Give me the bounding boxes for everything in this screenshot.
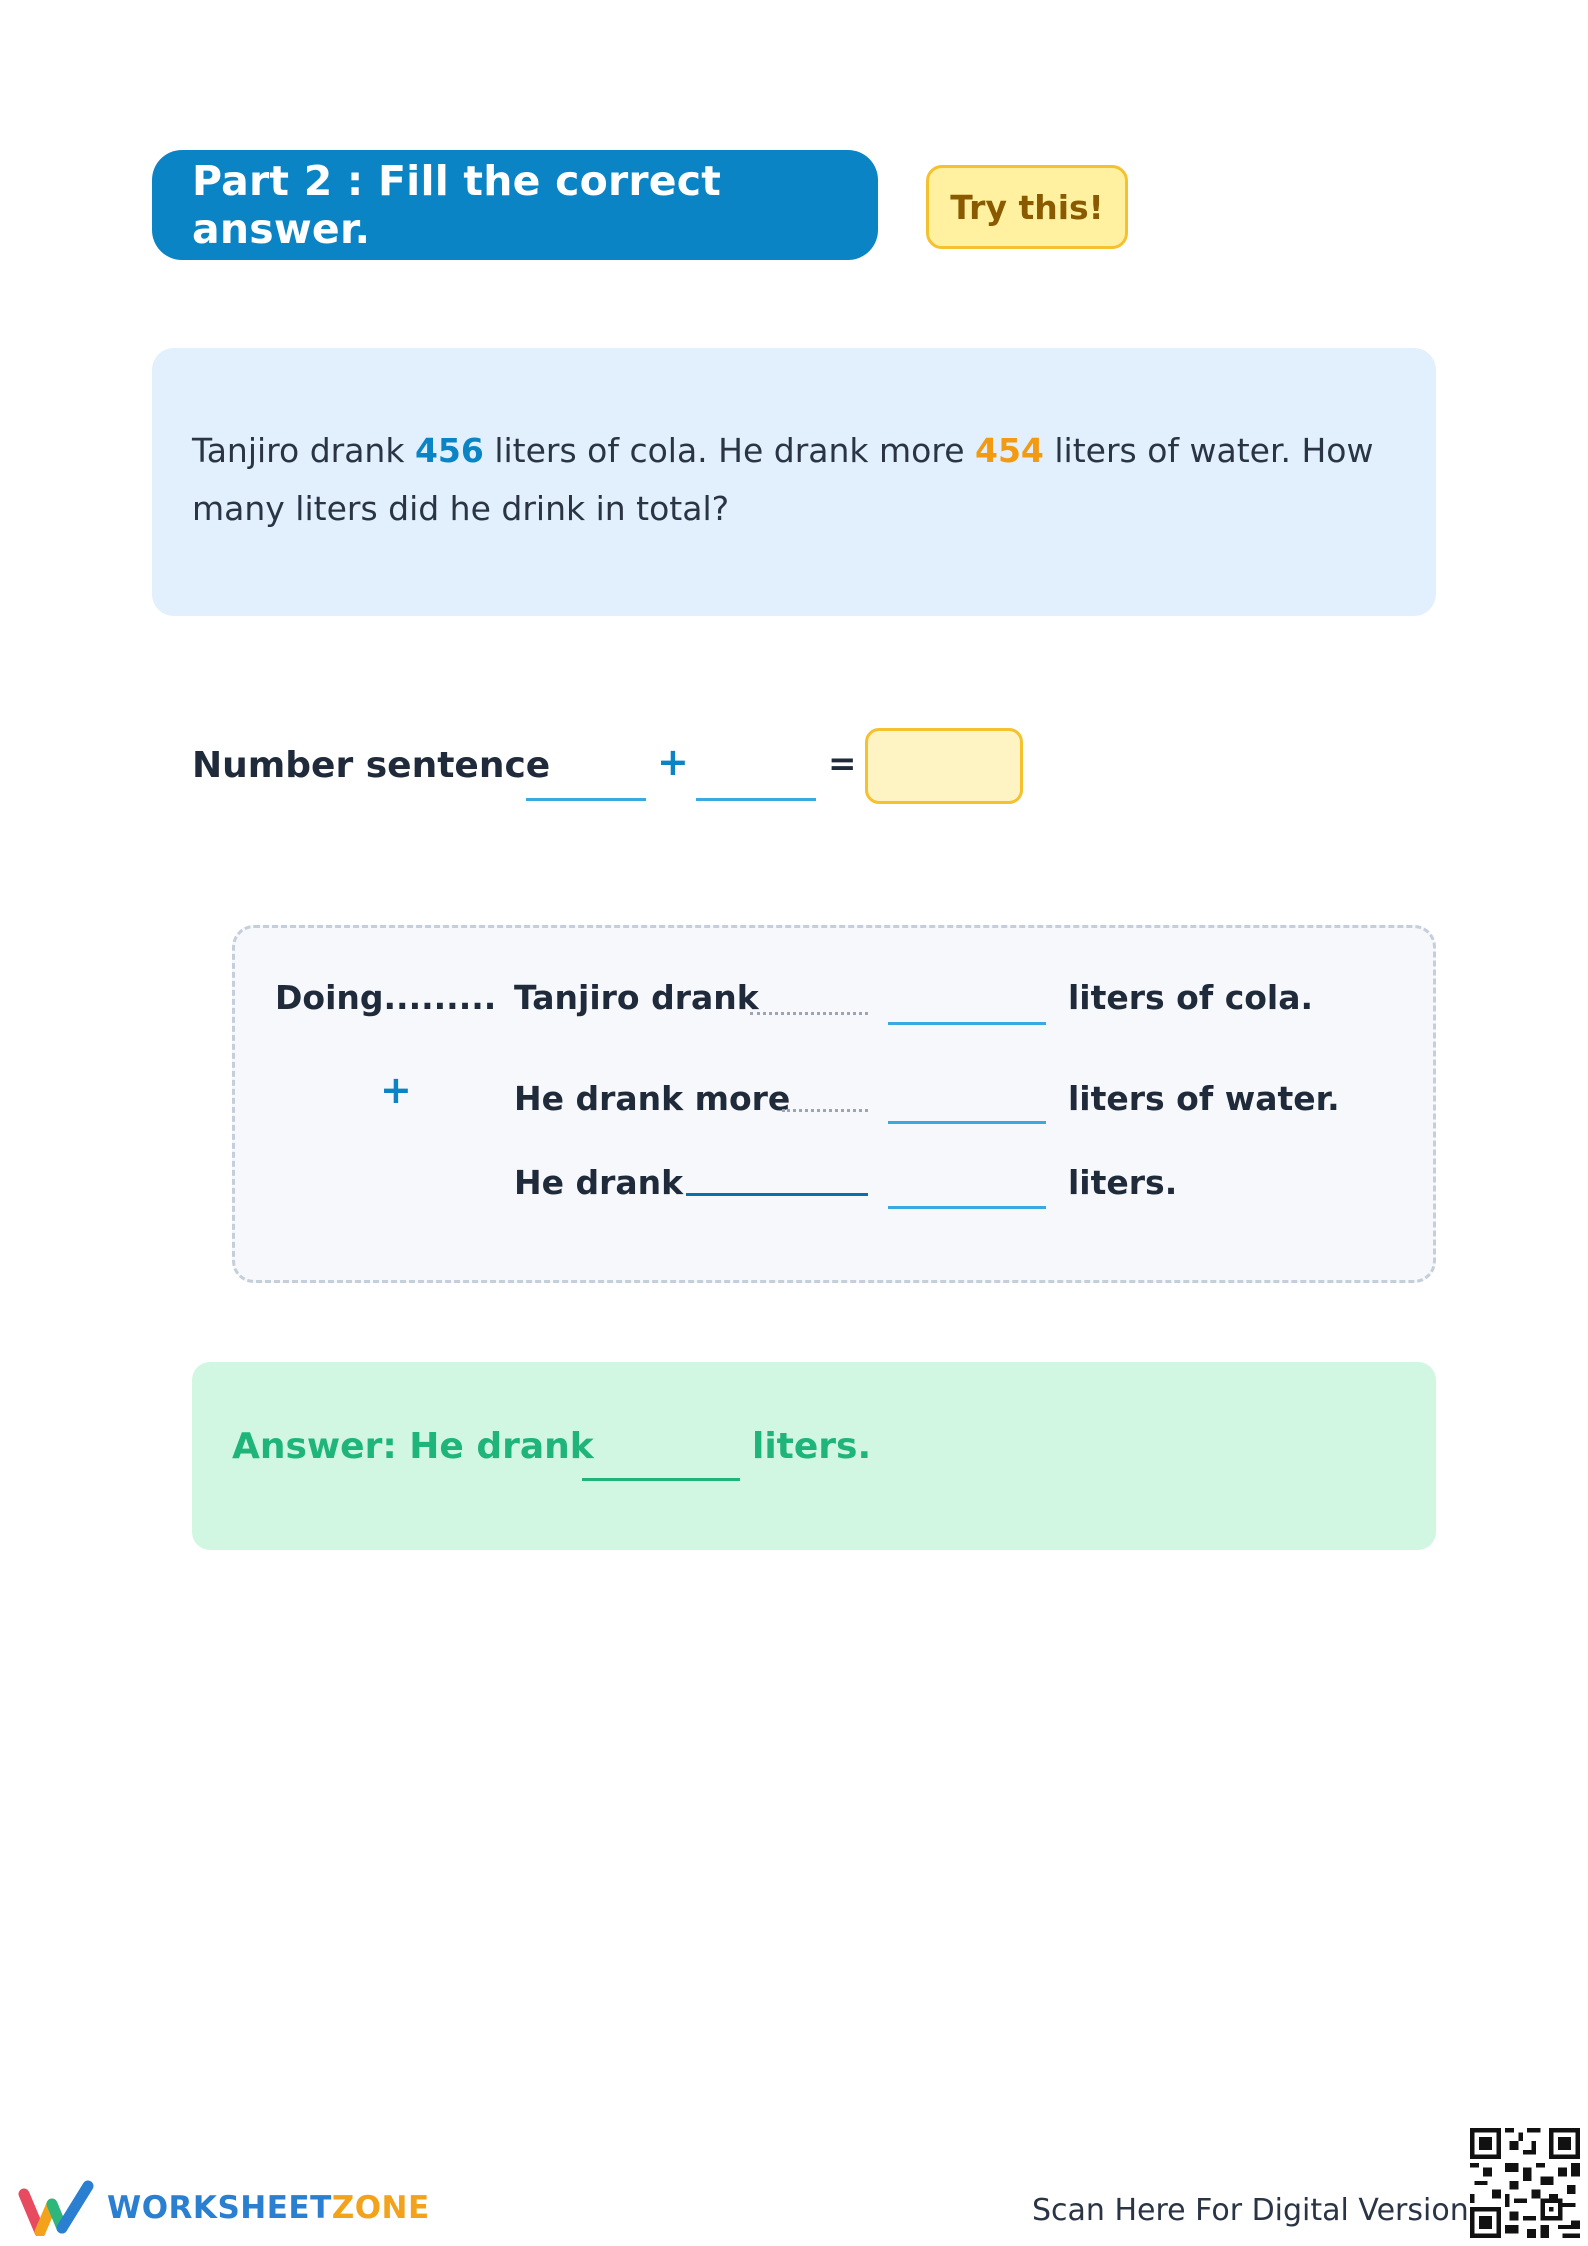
row2-answer-blank[interactable]: [888, 1121, 1046, 1124]
worksheetzone-logo-icon: [18, 2180, 98, 2236]
row2-dotted-leader: [782, 1109, 868, 1112]
brand-worksheet: WORKSHEET: [107, 2190, 332, 2226]
brand-zone: ZONE: [331, 2190, 430, 2226]
part-title-banner: Part 2 : Fill the correct answer.: [152, 150, 878, 260]
scan-text: Scan Here For Digital Version: [1032, 2193, 1469, 2228]
word-problem-box: [152, 348, 1436, 616]
row1-unit: liters of cola.: [1068, 978, 1314, 1017]
answer-prefix: Answer: He drank: [232, 1426, 594, 1467]
equals-sign: =: [828, 744, 857, 784]
working-plus-sign: +: [380, 1068, 412, 1112]
number-sentence-label: Number sentence: [192, 745, 551, 786]
problem-text-2: liters of cola. He drank more: [483, 431, 975, 470]
row3-unit: liters.: [1068, 1163, 1178, 1202]
problem-number-water: 454: [975, 431, 1044, 470]
row3-answer-blank[interactable]: [888, 1206, 1046, 1209]
answer-blank[interactable]: [582, 1478, 740, 1481]
problem-text-1: Tanjiro drank: [192, 431, 415, 470]
row3-sum-line: [686, 1193, 868, 1196]
row1-answer-blank[interactable]: [888, 1022, 1046, 1025]
row1-label: Tanjiro drank: [514, 978, 759, 1017]
number-sentence-result-box[interactable]: [865, 728, 1023, 804]
number-sentence-blank-1[interactable]: [526, 798, 646, 801]
row1-dotted-leader: [750, 1012, 868, 1015]
problem-text-3: liters of water. How many liters did he drink in total?: [192, 431, 1374, 528]
plus-sign: +: [657, 740, 689, 784]
problem-number-cola: 456: [414, 431, 484, 470]
answer-suffix: liters.: [752, 1426, 872, 1467]
try-this-badge: Try this!: [926, 165, 1128, 249]
row3-label: He drank: [514, 1163, 684, 1202]
qr-code-icon[interactable]: [1470, 2128, 1580, 2238]
row2-unit: liters of water.: [1068, 1079, 1340, 1118]
doing-label: Doing.........: [275, 978, 497, 1017]
footer-brand: [107, 2190, 430, 2226]
number-sentence-blank-2[interactable]: [696, 798, 816, 801]
row2-label: He drank more: [514, 1079, 791, 1118]
